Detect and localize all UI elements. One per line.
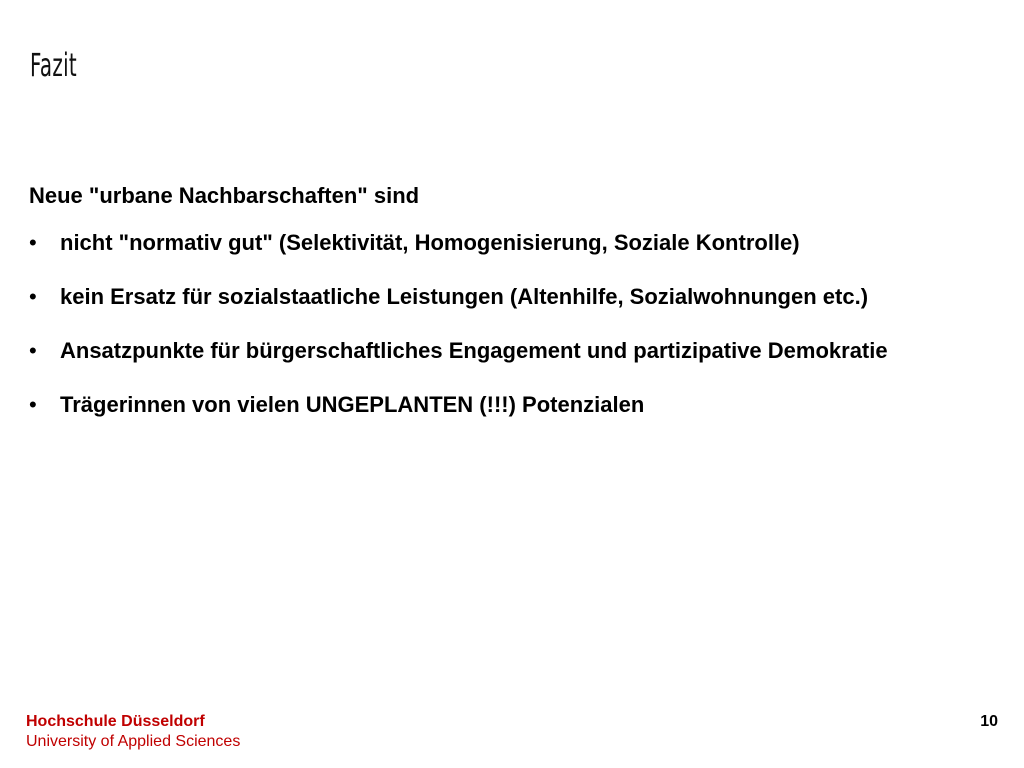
slide-content (29, 181, 959, 444)
institution-subtitle: University of Applied Sciences (26, 733, 241, 750)
bullet-text: Trägerinnen von vielen UNGEPLANTEN (!!!) Potenzialen (60, 392, 645, 417)
bullet-icon: • (29, 392, 37, 417)
bullet-icon: • (29, 230, 37, 255)
bullet-item (29, 336, 959, 366)
bullet-icon: • (29, 338, 37, 363)
bullet-text: Ansatzpunkte für bürgerschaftliches Engagement und partizipative Demokratie (60, 338, 888, 363)
bullet-item (29, 390, 959, 420)
bullet-text: nicht "normativ gut" (Selektivität, Homogenisierung, Soziale Kontrolle) (60, 230, 800, 255)
bullet-item (29, 282, 959, 312)
bullet-list (29, 228, 959, 420)
slide-title: Fazit (30, 46, 78, 84)
institution-name: Hochschule Düsseldorf (26, 713, 205, 730)
bullet-icon: • (29, 284, 37, 309)
page-number: 10 (980, 713, 998, 730)
bullet-item (29, 228, 959, 258)
bullet-text: kein Ersatz für sozialstaatliche Leistungen (Altenhilfe, Sozialwohnungen etc.) (60, 284, 869, 309)
intro-text: Neue "urbane Nachbarschaften" sind (29, 183, 420, 208)
footer-branding (26, 712, 240, 752)
